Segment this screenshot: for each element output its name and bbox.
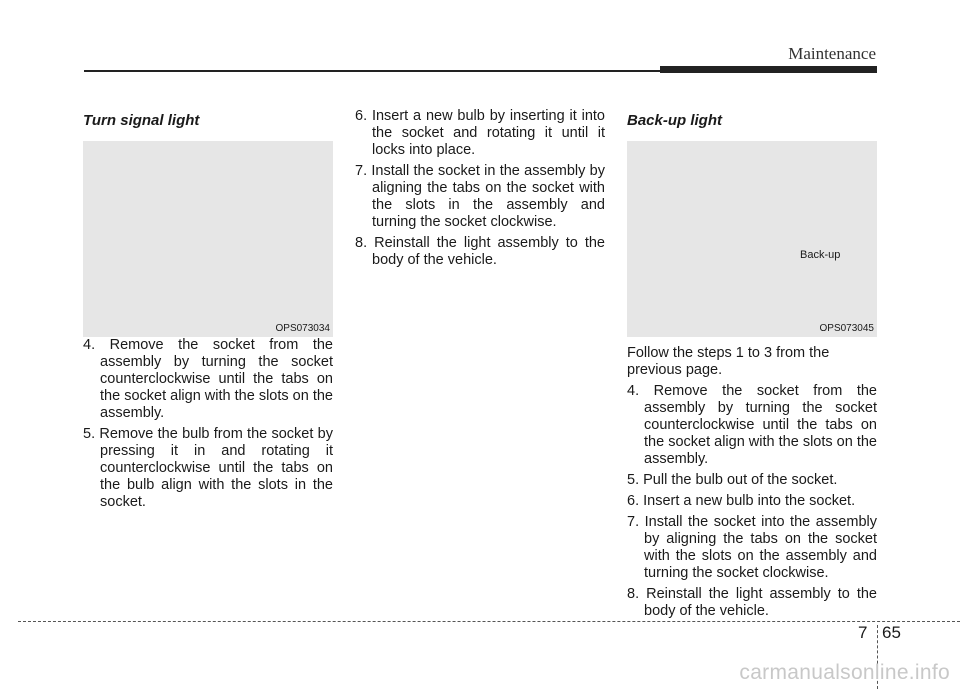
figure-callout: Back-up — [800, 249, 841, 261]
back-up-steps — [627, 383, 877, 620]
step-item: 4. Remove the socket from the assembly by turning the socket counterclockwise until the tabs on the socket align with the slots on the assembly. — [83, 337, 333, 421]
page-number: 65 — [882, 623, 901, 642]
header-rule-accent — [660, 66, 877, 73]
turn-signal-figure — [83, 141, 333, 337]
back-up-intro: Follow the steps 1 to 3 from the previous page. — [627, 345, 830, 378]
step-item: 6. Insert a new bulb into the socket. — [627, 493, 856, 509]
step-item: 4. Remove the socket from the assembly by turning the socket counterclockwise until the tabs on the socket align with the slots on the assembly. — [627, 383, 877, 467]
right-column — [627, 108, 877, 624]
turn-signal-steps — [83, 337, 333, 511]
step-item: 5. Remove the bulb from the socket by pressing it in and rotating it counterclockwise until the tabs on the bulb align with the slots in the socket. — [83, 426, 333, 510]
chapter-number: 7 — [858, 623, 868, 642]
section-title: Maintenance — [788, 44, 876, 63]
left-column — [83, 108, 333, 515]
step-item: 7. Install the socket in the assembly by aligning the tabs on the socket with the slots in the assembly and turning the socket clockwise. — [355, 163, 605, 230]
back-up-figure — [627, 141, 877, 337]
step-item: 8. Reinstall the light assembly to the body of the vehicle. — [627, 586, 877, 619]
step-item: 8. Reinstall the light assembly to the body of the vehicle. — [355, 235, 605, 268]
footer-rule — [18, 621, 960, 622]
middle-column — [355, 108, 605, 273]
step-item: 7. Install the socket into the assembly by aligning the tabs on the socket with the slots on the assembly and turning the socket clockwise. — [627, 514, 877, 581]
header-rule — [84, 70, 660, 72]
watermark: carmanualsonline.info — [739, 661, 950, 684]
figure-code: OPS073045 — [819, 323, 874, 334]
turn-signal-steps-continued — [355, 108, 605, 269]
back-up-heading: Back-up light — [627, 112, 723, 129]
step-item: 5. Pull the bulb out of the socket. — [627, 472, 838, 488]
figure-code: OPS073034 — [275, 323, 330, 334]
turn-signal-heading: Turn signal light — [83, 112, 200, 129]
step-item: 6. Insert a new bulb by inserting it into the socket and rotating it until it locks into place. — [355, 108, 605, 158]
